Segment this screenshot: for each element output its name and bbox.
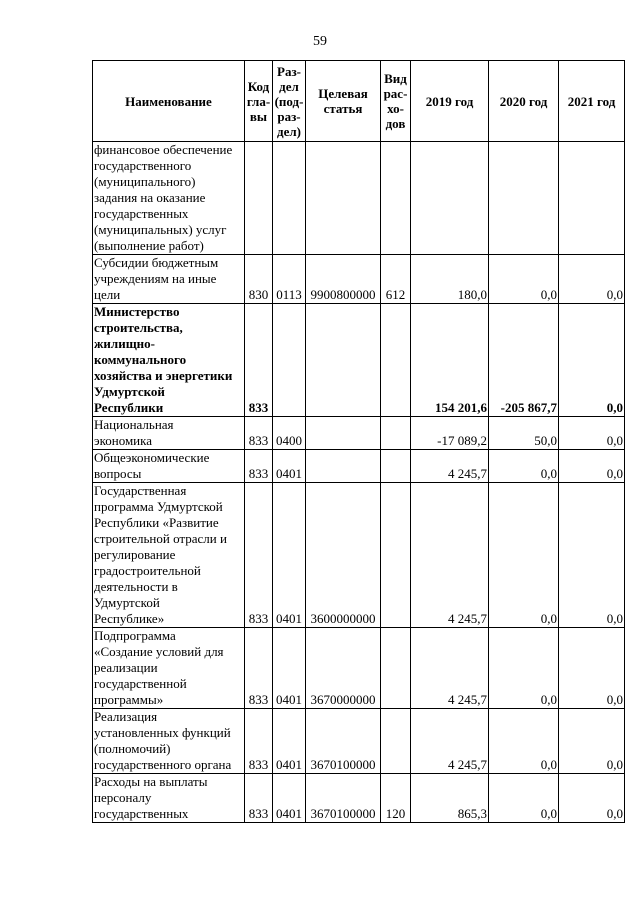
cell-name bbox=[93, 142, 245, 255]
table-row bbox=[93, 774, 625, 823]
table-row bbox=[93, 255, 625, 304]
header-target bbox=[306, 61, 381, 142]
cell-2019: 4 245,7 bbox=[411, 709, 489, 774]
cell-target bbox=[306, 417, 381, 450]
cell-name bbox=[93, 628, 245, 709]
cell-2020: 0,0 bbox=[489, 255, 559, 304]
cell-name-line: (полномочий) bbox=[94, 741, 171, 756]
header-line: Раз- bbox=[277, 63, 301, 79]
cell-2019 bbox=[411, 142, 489, 255]
cell-name-line: Реализация bbox=[94, 709, 158, 724]
cell-code: 833 bbox=[245, 304, 273, 417]
cell-name-line: (муниципальных) услуг bbox=[94, 222, 227, 237]
cell-exptype bbox=[381, 304, 411, 417]
cell-section: 0401 bbox=[273, 774, 306, 823]
cell-code: 833 bbox=[245, 709, 273, 774]
cell-target bbox=[306, 450, 381, 483]
cell-2021: 0,0 bbox=[559, 450, 625, 483]
cell-exptype bbox=[381, 450, 411, 483]
header-exptype bbox=[381, 61, 411, 142]
cell-exptype: 612 bbox=[381, 255, 411, 304]
header-line: Код bbox=[247, 78, 270, 94]
cell-name-line: государственной bbox=[94, 676, 187, 691]
cell-name-line: установленных функций bbox=[94, 725, 231, 740]
table-row bbox=[93, 628, 625, 709]
cell-name-line: Министерство bbox=[94, 304, 180, 319]
header-line: гла- bbox=[246, 93, 271, 109]
cell-2020: 0,0 bbox=[489, 483, 559, 628]
cell-name-line: Общеэкономические bbox=[94, 450, 210, 465]
cell-name-line: «Создание условий для bbox=[94, 644, 224, 659]
cell-section bbox=[273, 142, 306, 255]
header-line: дел bbox=[279, 78, 299, 94]
cell-2019: 180,0 bbox=[411, 255, 489, 304]
cell-2019: 4 245,7 bbox=[411, 628, 489, 709]
cell-name-line: программа Удмуртской bbox=[94, 499, 223, 514]
cell-code: 833 bbox=[245, 450, 273, 483]
cell-target: 3670100000 bbox=[306, 774, 381, 823]
cell-2021: 0,0 bbox=[559, 304, 625, 417]
header-section bbox=[273, 61, 306, 142]
header-line: дел) bbox=[277, 123, 301, 139]
cell-name-line: Расходы на выплаты bbox=[94, 774, 208, 789]
cell-name bbox=[93, 709, 245, 774]
header-2019 bbox=[411, 61, 489, 142]
cell-code: 833 bbox=[245, 483, 273, 628]
cell-name-line: Национальная bbox=[94, 417, 174, 432]
cell-name-line: (выполнение работ) bbox=[94, 238, 204, 253]
cell-name bbox=[93, 774, 245, 823]
cell-2020: -205 867,7 bbox=[489, 304, 559, 417]
cell-name-line: Субсидии бюджетным bbox=[94, 255, 219, 270]
cell-section: 0113 bbox=[273, 255, 306, 304]
cell-name-line: Удмуртской bbox=[94, 595, 160, 610]
budget-table bbox=[92, 60, 625, 823]
header-line: хо- bbox=[387, 101, 404, 116]
cell-name-line: деятельности в bbox=[94, 579, 178, 594]
cell-2020: 50,0 bbox=[489, 417, 559, 450]
cell-2021: 0,0 bbox=[559, 709, 625, 774]
cell-name-line: хозяйства и энергетики bbox=[94, 368, 233, 383]
cell-name bbox=[93, 483, 245, 628]
cell-exptype bbox=[381, 417, 411, 450]
cell-2020: 0,0 bbox=[489, 628, 559, 709]
cell-2019: 4 245,7 bbox=[411, 483, 489, 628]
cell-name-line: задания на оказание bbox=[94, 190, 206, 205]
cell-name-line: Республике» bbox=[94, 611, 165, 626]
cell-2020: 0,0 bbox=[489, 709, 559, 774]
cell-2019: 865,3 bbox=[411, 774, 489, 823]
cell-name-line: государственного bbox=[94, 158, 192, 173]
table-header-row bbox=[93, 61, 625, 142]
cell-2020: 0,0 bbox=[489, 774, 559, 823]
cell-name-line: программы» bbox=[94, 692, 164, 707]
cell-section: 0401 bbox=[273, 709, 306, 774]
cell-name-line: строительной отрасли и bbox=[94, 531, 227, 546]
cell-name bbox=[93, 255, 245, 304]
cell-name-line: учреждениям на иные bbox=[94, 271, 217, 286]
table-row bbox=[93, 142, 625, 255]
cell-name-line: вопросы bbox=[94, 466, 142, 481]
cell-target: 3670000000 bbox=[306, 628, 381, 709]
cell-name-line: персоналу bbox=[94, 790, 152, 805]
cell-section bbox=[273, 304, 306, 417]
cell-name-line: Подпрограмма bbox=[94, 628, 176, 643]
header-line: 2021 год bbox=[567, 93, 616, 109]
cell-section: 0401 bbox=[273, 483, 306, 628]
header-line: Целевая bbox=[318, 86, 368, 101]
cell-2021: 0,0 bbox=[559, 628, 625, 709]
cell-target bbox=[306, 304, 381, 417]
header-line: Наименование bbox=[125, 93, 212, 109]
cell-2019: -17 089,2 bbox=[411, 417, 489, 450]
header-2020 bbox=[489, 61, 559, 142]
cell-name-line: градостроительной bbox=[94, 563, 201, 578]
cell-name-line: цели bbox=[94, 287, 121, 302]
cell-name-line: регулирование bbox=[94, 547, 176, 562]
header-line: рас- bbox=[383, 86, 408, 101]
cell-2021: 0,0 bbox=[559, 774, 625, 823]
cell-name bbox=[93, 417, 245, 450]
table-row bbox=[93, 304, 625, 417]
header-code bbox=[245, 61, 273, 142]
table-row bbox=[93, 450, 625, 483]
cell-target bbox=[306, 142, 381, 255]
cell-name-line: строительства, bbox=[94, 320, 183, 335]
cell-2021: 0,0 bbox=[559, 483, 625, 628]
header-2021 bbox=[559, 61, 625, 142]
cell-name bbox=[93, 450, 245, 483]
cell-code: 833 bbox=[245, 628, 273, 709]
header-line: раз- bbox=[277, 108, 301, 124]
cell-code: 833 bbox=[245, 417, 273, 450]
cell-name-line: (муниципального) bbox=[94, 174, 196, 189]
cell-code: 830 bbox=[245, 255, 273, 304]
header-line: (под- bbox=[274, 93, 304, 109]
page-number: 59 bbox=[313, 34, 327, 49]
cell-name-line: коммунального bbox=[94, 352, 187, 367]
cell-name-line: жилищно- bbox=[94, 336, 155, 351]
header-line: дов bbox=[385, 116, 406, 131]
table-row bbox=[93, 709, 625, 774]
table-body bbox=[93, 142, 625, 823]
cell-name-line: Удмуртской bbox=[94, 384, 165, 399]
cell-name-line: государственных bbox=[94, 206, 189, 221]
cell-2020: 0,0 bbox=[489, 450, 559, 483]
cell-2019: 4 245,7 bbox=[411, 450, 489, 483]
cell-name bbox=[93, 304, 245, 417]
cell-code bbox=[245, 142, 273, 255]
cell-target: 3670100000 bbox=[306, 709, 381, 774]
header-name bbox=[93, 61, 245, 142]
cell-section: 0400 bbox=[273, 417, 306, 450]
cell-section: 0401 bbox=[273, 450, 306, 483]
cell-name-line: государственного органа bbox=[94, 757, 232, 772]
cell-name-line: реализации bbox=[94, 660, 158, 675]
cell-exptype: 120 bbox=[381, 774, 411, 823]
cell-2019: 154 201,6 bbox=[411, 304, 489, 417]
header-line: Вид bbox=[384, 71, 407, 86]
cell-name-line: экономика bbox=[94, 433, 153, 448]
table-row bbox=[93, 417, 625, 450]
cell-2021: 0,0 bbox=[559, 255, 625, 304]
cell-code: 833 bbox=[245, 774, 273, 823]
cell-name-line: Республики «Развитие bbox=[94, 515, 219, 530]
cell-2021: 0,0 bbox=[559, 417, 625, 450]
cell-2021 bbox=[559, 142, 625, 255]
cell-exptype bbox=[381, 709, 411, 774]
cell-name-line: Республики bbox=[94, 400, 164, 415]
cell-2020 bbox=[489, 142, 559, 255]
table-row bbox=[93, 483, 625, 628]
header-line: 2020 год bbox=[499, 93, 548, 109]
cell-exptype bbox=[381, 483, 411, 628]
cell-section: 0401 bbox=[273, 628, 306, 709]
header-line: статья bbox=[323, 101, 363, 116]
cell-name-line: финансовое обеспечение bbox=[94, 142, 233, 157]
header-line: 2019 год bbox=[425, 93, 474, 109]
cell-target: 3600000000 bbox=[306, 483, 381, 628]
cell-exptype bbox=[381, 628, 411, 709]
cell-name-line: государственных bbox=[94, 806, 189, 821]
cell-target: 9900800000 bbox=[306, 255, 381, 304]
cell-exptype bbox=[381, 142, 411, 255]
header-line: вы bbox=[249, 108, 268, 124]
cell-name-line: Государственная bbox=[94, 483, 187, 498]
